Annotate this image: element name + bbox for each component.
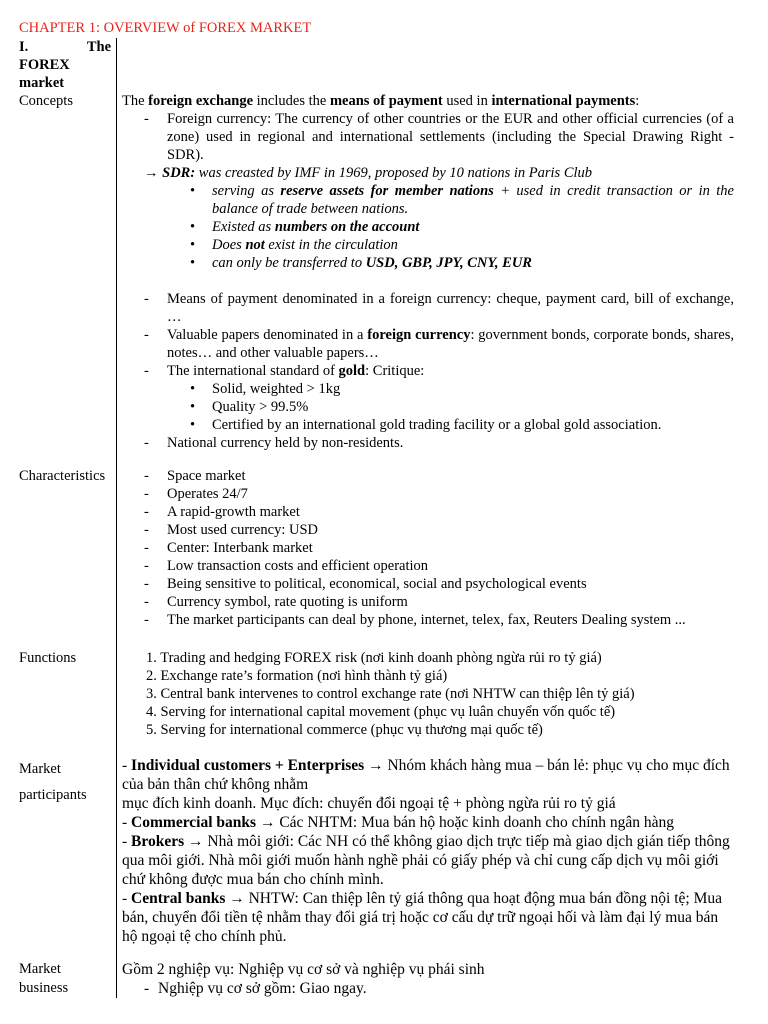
function-item: 3. Central bank intervenes to control exchange rate (nơi NHTW can thiệp lên tỷ giá)	[146, 686, 635, 702]
participants-label	[19, 756, 111, 808]
characteristic-item: - Space market	[122, 467, 734, 485]
characteristic-item: - Operates 24/7	[122, 485, 734, 503]
item-text: : government bonds, corporate bonds, shares, notes… and other valuable papers…	[167, 327, 734, 361]
sdr-bullet	[122, 182, 734, 218]
function-item: 5. Serving for international commerce (phục vụ thương mại quốc tế)	[146, 722, 543, 738]
concepts-intro	[122, 92, 734, 110]
item-bold: Brokers	[131, 833, 185, 850]
item-text: → Nhà môi giới: Các NH có thể không giao dịch trực tiếp mà giao dịch gián tiếp thông qua môi giới. Nhà môi giới muốn hành nghề phải có giấy phép và chỉ cung cấp dịch vụ môi giới chứ không được mua bán cho chính mình.	[122, 833, 730, 888]
item-text: → NHTW: Can thiệp lên tỷ giá thông qua hoạt động mua bán đồng nội tệ; Mua bán, chuyển đổi tiền tệ nhằm thay đổi giá trị hoặc cơ cấu dự trữ ngoại hối và làm đại lý mua bán hộ ngoại tệ cho chính phủ.	[122, 890, 722, 945]
bullet-bold: USD, GBP, JPY, CNY, EUR	[365, 255, 532, 271]
item-text: -	[122, 814, 132, 831]
intro-text: :	[635, 93, 640, 109]
intro-bold: means of payment	[329, 93, 443, 109]
section-forex: FOREX	[19, 57, 70, 73]
bullet-text: Does	[212, 237, 246, 253]
item-text: Valuable papers denominated in a	[167, 327, 368, 343]
bullet-text: can only be transferred to	[212, 255, 366, 271]
item-text: → Nhóm khách hàng mua – bán lẻ: phục vụ cho mục đích của bản thân chứ không nhằm	[122, 757, 730, 793]
item-bold: foreign currency	[367, 327, 471, 343]
participant-item-cont: mục đích kinh doanh. Mục đích: chuyển đổi ngoại tệ + phòng ngừa rủi ro tỷ giá	[122, 795, 616, 812]
characteristic-item: - The market participants can deal by phone, internet, telex, fax, Reuters Dealing system ...	[122, 611, 734, 629]
characteristic-item: - Center: Interbank market	[122, 539, 734, 557]
item-bold: Individual customers + Enterprises	[131, 757, 365, 774]
bullet-bold: numbers on the account	[274, 219, 420, 235]
item-bold: gold	[338, 363, 366, 379]
business-label	[19, 960, 111, 998]
business-label-line2: business	[19, 980, 69, 996]
section-the: The	[86, 39, 111, 55]
intro-bold: international payments	[491, 93, 636, 109]
bullet-text: serving as	[212, 183, 281, 199]
sdr-bullet	[122, 218, 734, 236]
bullet-bold: not	[245, 237, 265, 253]
participants-label-line2: participants	[19, 787, 87, 803]
sdr-bullet	[122, 236, 734, 254]
intro-bold: foreign exchange	[148, 93, 254, 109]
item-bold: Commercial banks	[131, 814, 257, 831]
sdr-label: SDR:	[162, 165, 196, 181]
sdr-bullet	[122, 254, 734, 272]
characteristic-item: - Low transaction costs and efficient operation	[122, 557, 734, 575]
concepts-content	[122, 92, 734, 452]
concept-item	[122, 326, 734, 362]
bullet-text: + used in credit transaction or in the balance of trade between nations.	[212, 183, 734, 217]
characteristic-item: - Being sensitive to political, economical, social and psychological events	[122, 575, 734, 593]
participant-item	[122, 889, 734, 946]
intro-text: The	[122, 93, 149, 109]
concept-item: - National currency held by non-residents.	[122, 434, 734, 452]
concept-item: - Foreign currency: The currency of other countries or the EUR and other official currencies (of a zone) used in regional and international settlements (including the Special Drawing Right - SDR).	[122, 110, 734, 164]
concepts-label: Concepts	[19, 93, 73, 109]
sdr-line	[122, 164, 734, 182]
chapter-title: CHAPTER 1: OVERVIEW of FOREX MARKET	[19, 20, 312, 36]
participants-label-line1: Market	[19, 761, 61, 777]
participants-content	[122, 756, 734, 946]
participant-item	[122, 813, 734, 832]
participant-item	[122, 832, 734, 889]
item-text: : Critique:	[365, 363, 425, 379]
characteristics-label: Characteristics	[19, 468, 106, 484]
section-market: market	[19, 75, 65, 91]
functions-label: Functions	[19, 650, 77, 666]
functions-content	[122, 649, 734, 739]
intro-text: includes the	[253, 93, 330, 109]
function-item: 2. Exchange rate’s formation (nơi hình thành tỷ giá)	[146, 668, 448, 684]
sdr-text: was creasted by IMF in 1969, proposed by 10 nations in Paris Club	[195, 165, 593, 181]
item-text: -	[122, 833, 132, 850]
spacer	[122, 272, 734, 290]
gold-bullet: • Solid, weighted > 1kg	[122, 380, 734, 398]
item-text: -	[122, 890, 132, 907]
concept-item	[122, 362, 734, 380]
item-text: -	[122, 757, 132, 774]
function-item: 4. Serving for international capital movement (phục vụ luân chuyển vốn quốc tế)	[146, 704, 616, 720]
characteristic-item: - Currency symbol, rate quoting is uniform	[122, 593, 734, 611]
arrow-icon: →	[144, 165, 159, 181]
business-line: - Nghiệp vụ cơ sở gồm: Giao ngay.	[122, 979, 734, 998]
characteristic-item: - A rapid-growth market	[122, 503, 734, 521]
characteristics-content	[122, 467, 734, 629]
participant-item	[122, 756, 734, 794]
section-heading	[19, 38, 111, 92]
bullet-text: exist in the circulation	[264, 237, 398, 253]
business-content	[122, 960, 734, 998]
business-line: Gồm 2 nghiệp vụ: Nghiệp vụ cơ sở và nghiệp vụ phái sinh	[122, 961, 485, 978]
gold-bullet: • Certified by an international gold trading facility or a global gold association.	[122, 416, 734, 434]
intro-text: used in	[442, 93, 492, 109]
business-label-line1: Market	[19, 961, 61, 977]
bullet-text: Existed as	[212, 219, 275, 235]
item-text: → Các NHTM: Mua bán hộ hoặc kinh doanh cho chính ngân hàng	[256, 814, 675, 831]
section-roman: I.	[19, 39, 29, 55]
table-divider	[116, 38, 117, 998]
bullet-bold: reserve assets for member nations	[280, 183, 494, 199]
item-text: The international standard of	[167, 363, 339, 379]
concept-item: - Means of payment denominated in a foreign currency: cheque, payment card, bill of exchange, …	[122, 290, 734, 326]
function-item: 1. Trading and hedging FOREX risk (nơi kinh doanh phòng ngừa rủi ro tỷ giá)	[146, 650, 602, 666]
characteristic-item: - Most used currency: USD	[122, 521, 734, 539]
item-bold: Central banks	[131, 890, 226, 907]
section-heading-line1	[19, 38, 111, 56]
gold-bullet: • Quality > 99.5%	[122, 398, 734, 416]
